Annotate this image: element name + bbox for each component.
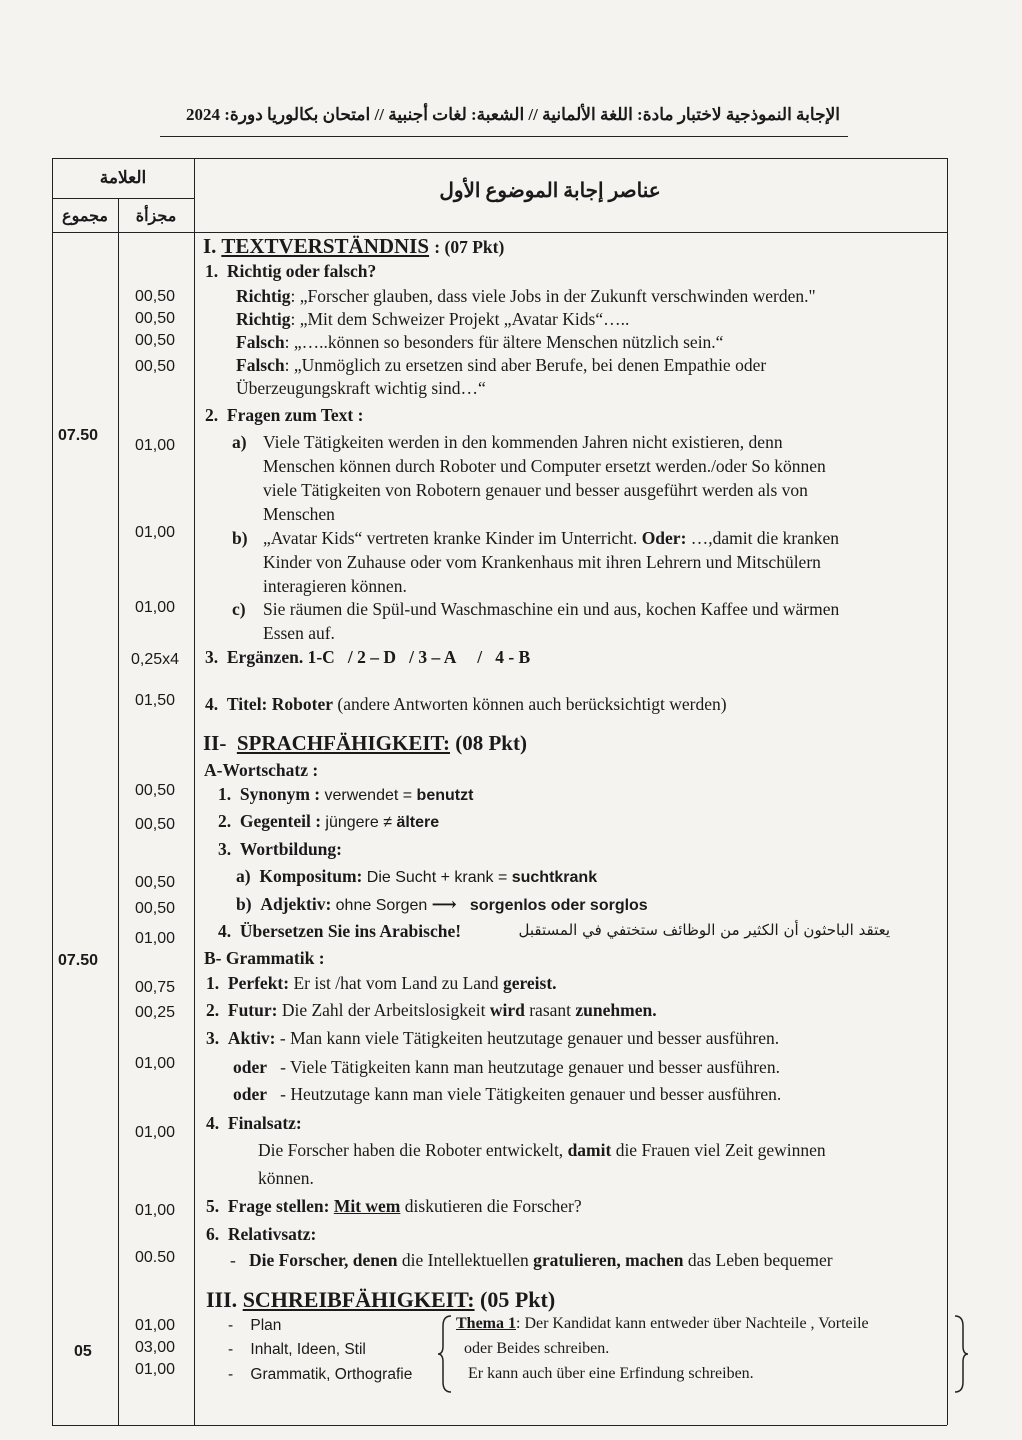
- points-value: 00,50: [135, 332, 176, 349]
- grammar-item: 5. Frage stellen: Mit wem diskutieren die Forscher?: [206, 1196, 582, 1216]
- points-value: 01,00: [135, 930, 176, 947]
- points-value: 00,50: [135, 358, 176, 375]
- grade-header: العلامة: [99, 168, 147, 187]
- answer-line: Sie räumen die Spül-und Waschmaschine ein und aus, kochen Kaffee und wärmen: [263, 599, 840, 619]
- arabic-translation: يعتقد الباحثون أن الكثير من الوظائف ستختفي في المستقبل: [518, 921, 890, 939]
- criteria-item: - Grammatik, Orthografie: [228, 1366, 413, 1383]
- grammar-item: 1. Perfekt: Er ist /hat vom Land zu Land gereist.: [206, 973, 557, 993]
- question-number: 1.: [205, 261, 219, 281]
- grammar-item: 3. Aktiv: - Man kann viele Tätigkeiten heutzutage genauer und besser ausführen.: [206, 1028, 780, 1048]
- total-section-2: 07.50: [58, 952, 99, 969]
- question-label: Richtig oder falsch?: [226, 261, 377, 281]
- points-value: 01,00: [135, 524, 176, 541]
- arrow-right-icon: ⟶: [431, 894, 457, 914]
- subsection-title: B- Grammatik :: [204, 948, 325, 968]
- points-value: 01,00: [135, 599, 176, 616]
- grammar-line: Die Forscher haben die Roboter entwickelt, damit die Frauen viel Zeit gewinnen: [258, 1140, 826, 1160]
- vocab-subitem: a) Kompositum: Die Sucht + krank = suchtkrank: [236, 866, 598, 886]
- answer-line: Richtig: „Mit dem Schweizer Projekt „Avatar Kids“…..: [236, 309, 630, 329]
- answer-line: viele Tätigkeiten von Robotern genauer und besser ausgeführt werden als von: [263, 480, 808, 500]
- criteria-item: - Plan: [228, 1317, 282, 1334]
- points-value: 00,50: [135, 900, 176, 917]
- answer-line: Essen auf.: [263, 623, 335, 643]
- points-value: 00.50: [135, 1249, 176, 1266]
- section-number: I.: [203, 234, 217, 258]
- answer-key: c): [232, 599, 246, 619]
- right-brace: [953, 1314, 969, 1394]
- vocab-item: 3. Wortbildung:: [218, 839, 342, 859]
- thema-line: oder Beides schreiben.: [464, 1340, 610, 1357]
- total-section-1: 07.50: [58, 427, 99, 444]
- answer-line: interagieren können.: [263, 576, 407, 596]
- points-value: 01,50: [135, 692, 176, 709]
- total-header: مجموع: [62, 208, 108, 225]
- section-3-title: III. SCHREIBFÄHIGKEIT: (05 Pkt): [206, 1287, 556, 1312]
- total-section-3: 05: [74, 1343, 92, 1360]
- question-4: 4. Titel: Roboter (andere Antworten können auch berücksichtigt werden): [205, 694, 727, 714]
- points-value: 01,00: [135, 1202, 176, 1219]
- criteria-item: - Inhalt, Ideen, Stil: [228, 1341, 366, 1358]
- points-value: 00,50: [135, 874, 176, 891]
- question-1: [205, 261, 376, 282]
- answer-line: Richtig: „Forscher glauben, dass viele Jobs in der Zukunft verschwinden werden.": [236, 286, 816, 306]
- page-header: الإجابة النموذجية لاختبار مادة: اللغة الألمانية // الشعبة: لغات أجنبية // امتحان بكالوريا دورة: 2024: [185, 105, 840, 124]
- answer-line: Menschen: [263, 504, 335, 524]
- partial-header: مجزأة: [135, 208, 177, 225]
- points-value: 00,50: [135, 816, 176, 833]
- table-title: عناصر إجابة الموضوع الأول: [439, 180, 661, 202]
- thema-line: Thema 1: Der Kandidat kann entweder über Nachteile , Vorteile: [456, 1315, 869, 1332]
- points-value: 0,25x4: [131, 651, 180, 668]
- thema-line: Er kann auch über eine Erfindung schreiben.: [468, 1365, 754, 1382]
- subsection-title: A-Wortschatz :: [204, 760, 319, 780]
- answer-line: Falsch: „Unmöglich zu ersetzen sind aber Berufe, bei denen Empathie oder: [236, 355, 767, 375]
- answer-line: „Avatar Kids“ vertreten kranke Kinder im Unterricht. Oder: …,damit die kranken: [263, 528, 840, 548]
- points-value: 01,00: [135, 1317, 176, 1334]
- section-points: : (07 Pkt): [434, 237, 505, 257]
- grammar-line: - Die Forscher, denen die Intellektuellen gratulieren, machen das Leben bequemer: [230, 1250, 833, 1270]
- section-1-title: [203, 234, 504, 259]
- answer-key: b): [232, 528, 248, 548]
- grammar-line: können.: [258, 1168, 314, 1188]
- answer-line: Überzeugungskraft wichtig sind…“: [236, 378, 486, 398]
- points-value: 00,25: [135, 1004, 176, 1021]
- answer-line: Viele Tätigkeiten werden in den kommenden Jahren nicht existieren, denn: [263, 432, 783, 452]
- answer-line: Kinder von Zuhause oder vom Krankenhaus mit ihren Lehrern und Mitschülern: [263, 552, 821, 572]
- section-name: TEXTVERSTÄNDNIS: [221, 234, 430, 258]
- points-value: 00,75: [135, 979, 176, 996]
- vocab-subitem: b) Adjektiv: ohne Sorgen ⟶ sorgenlos oder sorglos: [236, 894, 648, 914]
- grammar-alt: oder - Viele Tätigkeiten kann man heutzutage genauer und besser ausführen.: [233, 1057, 780, 1077]
- points-value: 01,00: [135, 1361, 176, 1378]
- left-brace: [437, 1314, 453, 1394]
- question-3: 3. Ergänzen. 1-C / 2 – D / 3 – A / 4 - B: [205, 647, 531, 667]
- points-value: 01,00: [135, 1055, 176, 1072]
- answer-line: Menschen können durch Roboter und Computer ersetzt werden./oder So können: [263, 456, 826, 476]
- grammar-alt: oder - Heutzutage kann man viele Tätigkeiten genauer und besser ausführen.: [233, 1084, 782, 1104]
- header-divider: [160, 136, 848, 137]
- points-value: 01,00: [135, 1124, 176, 1141]
- grammar-item: 2. Futur: Die Zahl der Arbeitslosigkeit wird rasant zunehmen.: [206, 1000, 657, 1020]
- points-value: 03,00: [135, 1339, 176, 1356]
- points-value: 00,50: [135, 782, 176, 799]
- answer-key: a): [232, 432, 247, 452]
- answer-line: Falsch: „…..können so besonders für ältere Menschen nützlich sein.“: [236, 332, 724, 352]
- vocab-item: 4. Übersetzen Sie ins Arabische!: [218, 921, 462, 941]
- section-2-title: II- SPRACHFÄHIGKEIT: (08 Pkt): [203, 731, 527, 755]
- vocab-item: 2. Gegenteil : jüngere ≠ ältere: [218, 811, 440, 831]
- grammar-item: 4. Finalsatz:: [206, 1113, 302, 1133]
- points-value: 00,50: [135, 310, 176, 327]
- grammar-item: 6. Relativsatz:: [206, 1224, 317, 1244]
- points-value: 01,00: [135, 437, 176, 454]
- question-2: 2. Fragen zum Text :: [205, 405, 364, 425]
- vocab-item: 1. Synonym : verwendet = benutzt: [218, 784, 474, 804]
- points-value: 00,50: [135, 288, 176, 305]
